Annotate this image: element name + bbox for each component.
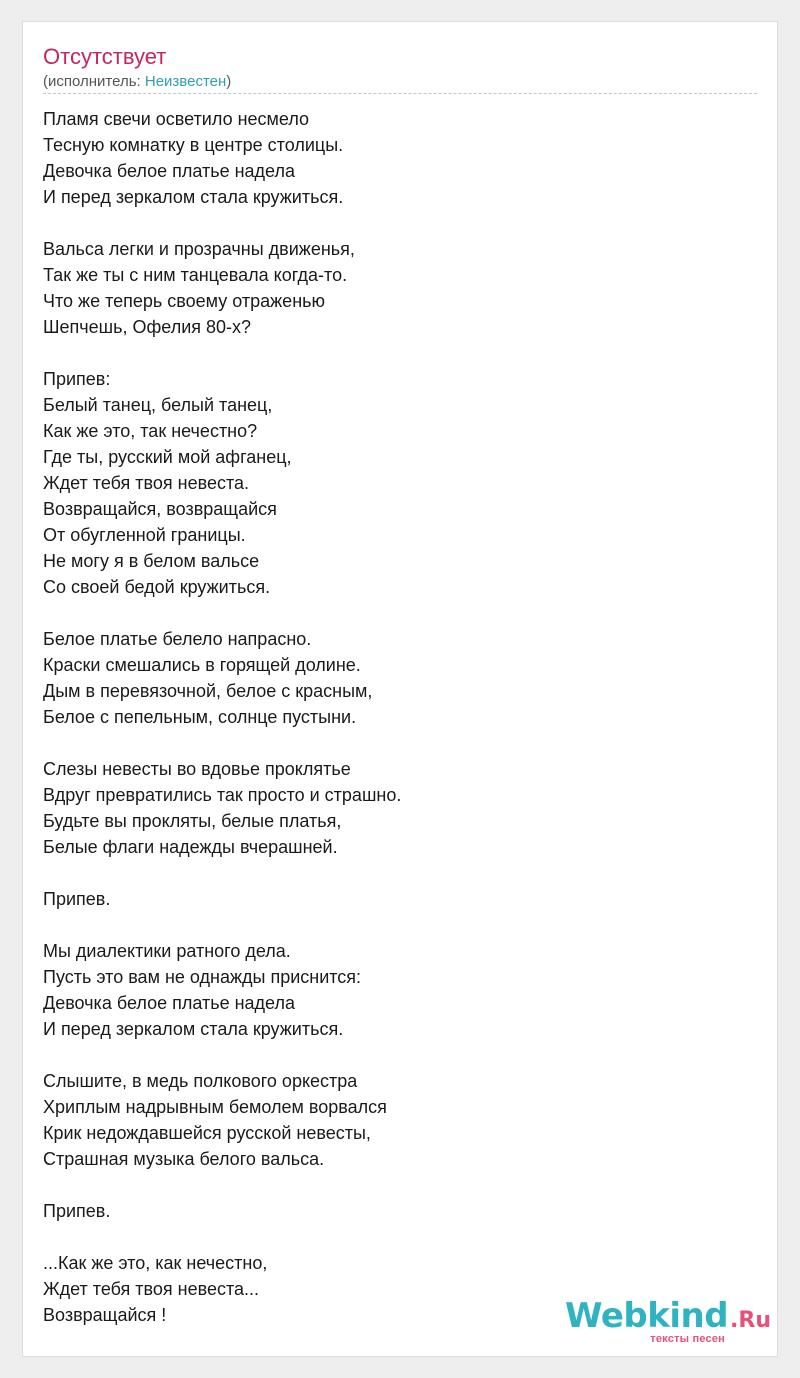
- lyric-line: Шепчешь, Офелия 80-х?: [43, 317, 252, 337]
- lyric-line: Слышите, в медь полкового оркестра: [43, 1071, 358, 1091]
- stanza-gap: [43, 912, 743, 938]
- lyric-line: И перед зеркалом стала кружиться.: [43, 187, 344, 207]
- lyric-line: И перед зеркалом стала кружиться.: [43, 1019, 344, 1039]
- artist-link[interactable]: Неизвестен: [144, 73, 227, 90]
- lyric-line: Девочка белое платье надела: [43, 161, 295, 181]
- lyric-line: Белое платье белело напрасно.: [43, 629, 312, 649]
- lyric-line: Припев:: [43, 369, 111, 389]
- lyric-line: Крик недождавшейся русской невесты,: [43, 1123, 371, 1143]
- stanza-gap: [43, 860, 743, 886]
- lyric-line: Белое с пепельным, солнце пустыни.: [43, 707, 357, 727]
- lyric-line: Так же ты с ним танцевала когда-то.: [43, 265, 348, 285]
- lyric-line: Припев.: [43, 1201, 111, 1221]
- lyric-line: Где ты, русский мой афганец,: [43, 447, 292, 467]
- lyrics-text: [43, 106, 743, 1328]
- stanza-gap: [43, 210, 743, 236]
- logo-word: Webkind: [565, 1296, 729, 1336]
- lyric-line: Хриплым надрывным бемолем ворвался: [43, 1097, 387, 1117]
- lyric-line: Возвращайся !: [43, 1305, 167, 1325]
- stanza-gap: [43, 1042, 743, 1068]
- webkind-logo[interactable]: [565, 1296, 771, 1348]
- lyric-line: Дым в перевязочной, белое с красным,: [43, 681, 373, 701]
- lyric-line: Мы диалектики ратного дела.: [43, 941, 291, 961]
- lyric-line: От обугленной границы.: [43, 525, 246, 545]
- stanza-gap: [43, 340, 743, 366]
- lyric-line: Страшная музыка белого вальса.: [43, 1149, 325, 1169]
- lyric-line: Не могу я в белом вальсе: [43, 551, 260, 571]
- logo-tagline: тексты песен: [650, 1333, 725, 1345]
- stanza-gap: [43, 600, 743, 626]
- lyric-line: Краски смешались в горящей долине.: [43, 655, 361, 675]
- lyric-line: Белый танец, белый танец,: [43, 395, 273, 415]
- logo-tld: .Ru: [730, 1308, 771, 1333]
- lyrics-card: [22, 21, 778, 1357]
- artist-prefix: (исполнитель:: [43, 73, 145, 90]
- lyric-line: Тесную комнатку в центре столицы.: [43, 135, 344, 155]
- lyric-line: Что же теперь своему отраженью: [43, 291, 326, 311]
- artist-suffix: ): [226, 73, 232, 90]
- title-divider: [43, 93, 757, 94]
- stanza-gap: [43, 1172, 743, 1198]
- lyric-line: Девочка белое платье надела: [43, 993, 295, 1013]
- lyric-line: Пусть это вам не однажды приснится:: [43, 967, 362, 987]
- lyric-line: Как же это, так нечестно?: [43, 421, 258, 441]
- lyric-line: Слезы невесты во вдовье проклятье: [43, 759, 351, 779]
- song-title: Отсутствует: [43, 44, 167, 69]
- lyric-line: Ждет тебя твоя невеста.: [43, 473, 250, 493]
- lyric-line: Вальса легки и прозрачны движенья,: [43, 239, 355, 259]
- lyric-line: Припев.: [43, 889, 111, 909]
- lyric-line: Пламя свечи осветило несмело: [43, 109, 310, 129]
- stanza-gap: [43, 730, 743, 756]
- lyric-line: Возвращайся, возвращайся: [43, 499, 277, 519]
- lyric-line: ...Как же это, как нечестно,: [43, 1253, 268, 1273]
- lyric-line: Белые флаги надежды вчерашней.: [43, 837, 338, 857]
- lyric-line: Будьте вы прокляты, белые платья,: [43, 811, 342, 831]
- stanza-gap: [43, 1224, 743, 1250]
- artist-line: [43, 73, 231, 91]
- lyric-line: Вдруг превратились так просто и страшно.: [43, 785, 402, 805]
- lyric-line: Со своей бедой кружиться.: [43, 577, 271, 597]
- lyric-line: Ждет тебя твоя невеста...: [43, 1279, 260, 1299]
